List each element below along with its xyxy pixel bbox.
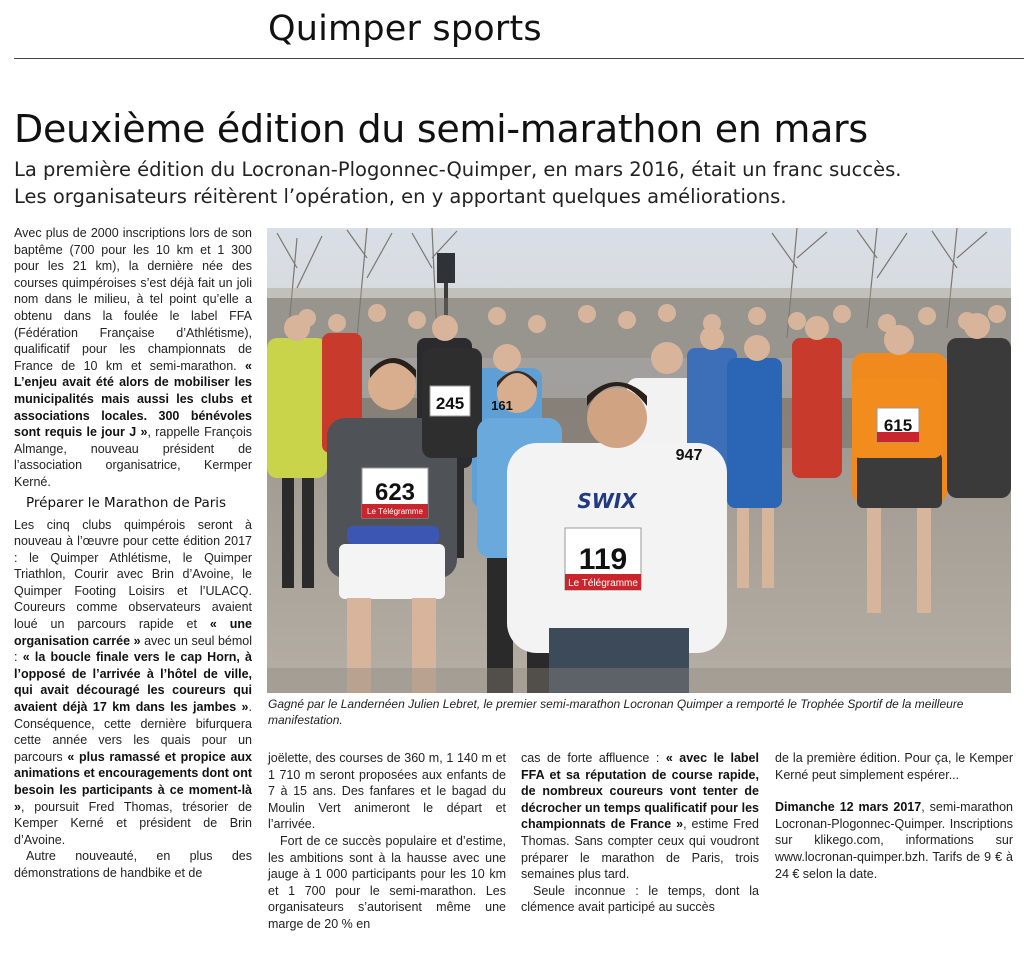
event-date: Dimanche 12 mars 2017 bbox=[775, 800, 922, 815]
subheading: Préparer le Marathon de Paris bbox=[26, 494, 227, 511]
article-column-2 bbox=[268, 750, 506, 933]
bib-number: 615 bbox=[883, 416, 913, 435]
bib-number: 245 bbox=[435, 394, 465, 413]
bib-sponsor: Le Télégramme bbox=[367, 507, 423, 516]
quote: « avec le label FFA et sa réputation de course rapide, de nombreux coureurs vont tenter de décrocher un temps qualificatif pour les championnats de France » bbox=[521, 751, 759, 832]
event-info: Dimanche 12 mars 2017, semi-marathon Locronan-Plogonnec-Quimper. Inscriptions sur klikego.com, informations sur www.locronan-quimper.bzh. Tarifs de 9 € à 24 € selon la date. bbox=[775, 800, 1013, 881]
photo-caption: Gagné par le Landernéen Julien Lebret, le premier semi-marathon Locronan Quimper a remporté le Trophée Sportif de la meilleure manifestation. bbox=[268, 697, 964, 727]
standfirst-line-1: La première édition du Locronan-Plogonnec-Quimper, en mars 2016, était un franc succès. bbox=[14, 158, 902, 181]
bib-number: 947 bbox=[675, 447, 703, 464]
headline: Deuxième édition du semi-marathon en mars bbox=[14, 107, 868, 151]
shirt-brand: SWIX bbox=[577, 489, 637, 513]
section-title: Quimper sports bbox=[268, 9, 542, 49]
paragraph: Les cinq clubs quimpérois seront à nouveau à l’œuvre pour cette édition 2017 : le Quimper Athlétisme, le Quimper Triathlon, Courir avec Brin d’Avoine, le Quimper Footing Loisirs et l’ULACQ. Coureurs comme observateurs avaient loué un parcours rapide et « une organisation carrée » avec un seul bémol : « la boucle finale vers le cap Horn, à l’opposé de l’arrivée à l’hôtel de ville, qui avait découragé les coureurs qui avaient déjà 17 km dans les jambes ». Conséquence, cette dernière bifurquera cette année vers les quais pour un parcours « plus ramassé et propice aux animations et encouragements dont ont besoin les participants à ce moment-là », poursuit Fred Thomas, trésorier de Kemper Kerné et président de Brin d’Avoine. bbox=[14, 517, 252, 847]
quote: « une organisation carrée » bbox=[14, 617, 252, 648]
quote: « L’enjeu avait été alors de mobiliser les municipalités mais aussi les clubs et associations locales. 300 bénévoles sont requis le jour J » bbox=[14, 358, 252, 440]
paragraph: de la première édition. Pour ça, le Kemper Kerné peut simplement espérer... bbox=[775, 751, 1013, 782]
bib-number: 623 bbox=[374, 479, 416, 506]
standfirst-line-2: Les organisateurs réitèrent l’opération, en y apportant quelques améliorations. bbox=[14, 185, 787, 208]
bib-number: 119 bbox=[578, 543, 628, 576]
article-column-1 bbox=[14, 225, 252, 882]
paragraph: joëlette, des courses de 360 m, 1 140 m et 1 710 m seront proposées aux enfants de 7 à 15 ans. Des fanfares et le bagad du Moulin Vert animeront le départ et l’arrivée. bbox=[268, 751, 506, 832]
standfirst bbox=[14, 156, 1019, 210]
quote: « plus ramassé et propice aux animations et encouragements dont ont besoin les participants à ce moment-là » bbox=[14, 749, 252, 814]
article-column-3 bbox=[521, 750, 759, 916]
quote: « la boucle finale vers le cap Horn, à l’opposé de l’arrivée à l’hôtel de ville, qui avait découragé les coureurs qui avaient déjà 17 km dans les jambes » bbox=[14, 650, 252, 715]
paragraph: Autre nouveauté, en plus des démonstrations de handbike et de bbox=[14, 849, 252, 880]
race-photo bbox=[267, 228, 1011, 693]
paragraph: cas de forte affluence : « avec le label FFA et sa réputation de course rapide, de nombreux coureurs vont tenter de décrocher un temps qualificatif pour les championnats de France », estime Fred Thomas. Sans compter ceux qui voudront préparer le marathon de Paris, trois semaines plus tard. bbox=[521, 751, 759, 882]
bib-number: 161 bbox=[491, 398, 513, 413]
bib-sponsor: Le Télégramme bbox=[568, 578, 638, 589]
paragraph: Avec plus de 2000 inscriptions lors de son baptême (700 pour les 10 km et 1 300 pour les 21 km), la dernière née des courses quimpéroises s’est déjà fait un joli nom dans le milieu, à tel point qu’elle a obtenu dans la foulée le label FFA (Fédération Française d’Athlétisme), qualificatif pour les championnats de France de 10 km et semi-marathon. « L’enjeu avait été alors de mobiliser les municipalités mais aussi les clubs et associations locales. 300 bénévoles sont requis le jour J », rappelle François Almange, nouveau président de l’association organisatrice, Kermper Kerné. bbox=[14, 226, 253, 489]
paragraph: Seule inconnue : le temps, dont la clémence avait participé au succès bbox=[521, 883, 759, 915]
section-rule bbox=[14, 58, 1024, 59]
article-column-4 bbox=[775, 750, 1013, 882]
paragraph: Fort de ce succès populaire et d’estime, les ambitions sont à la hausse avec une jauge à 1 000 participants pour les 10 km et 1 700 pour le semi-marathon. Les organisateurs s’autorisent même une marge de 20 % en bbox=[268, 833, 506, 931]
